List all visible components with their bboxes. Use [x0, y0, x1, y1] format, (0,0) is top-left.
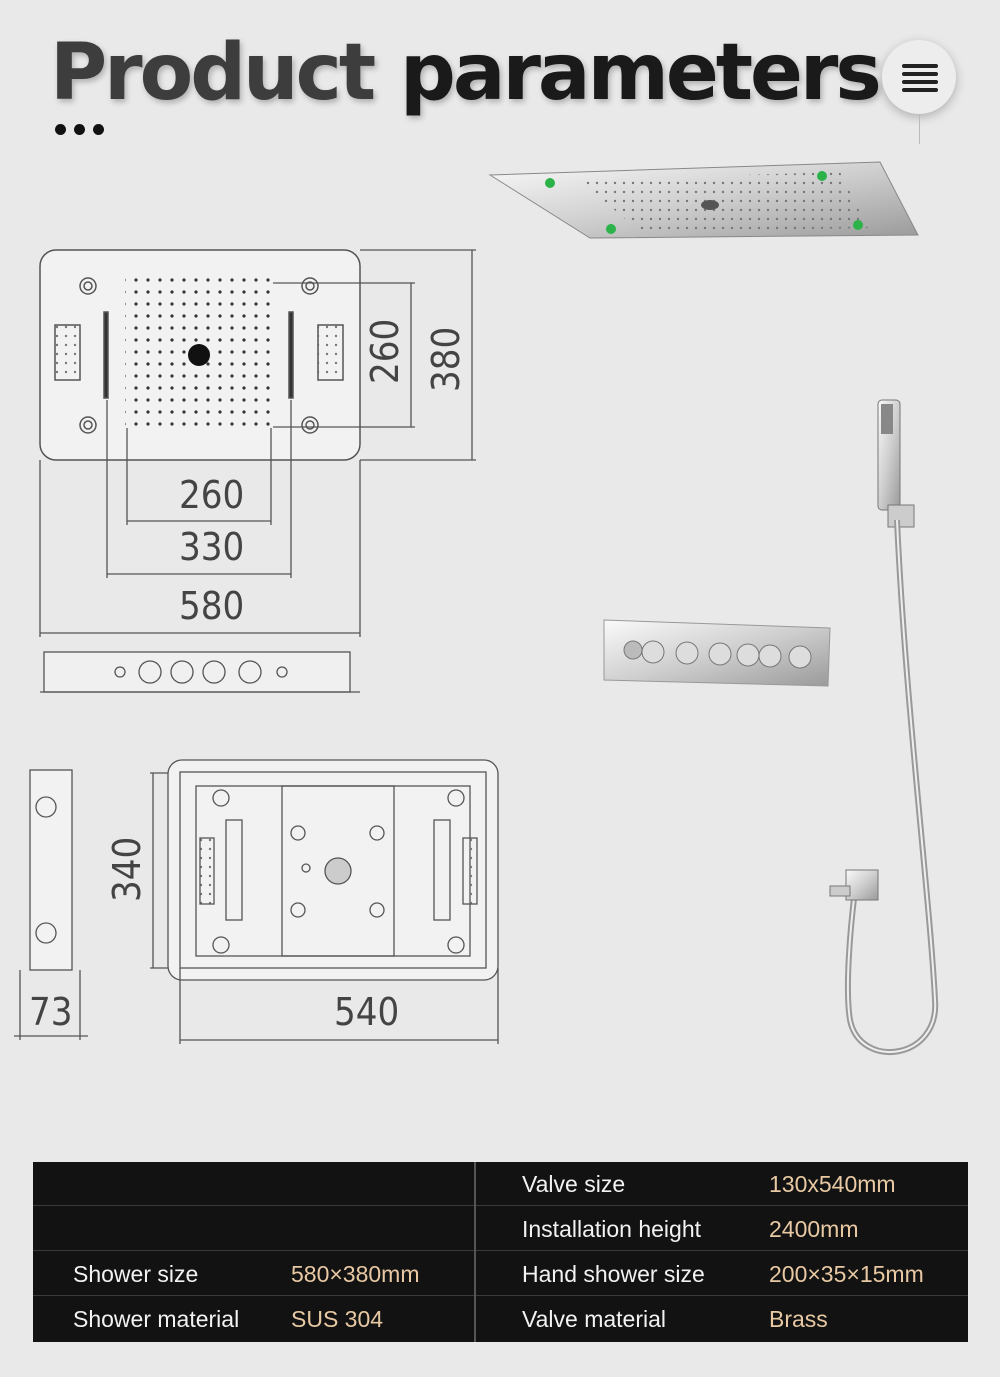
shower-side-profile	[40, 652, 360, 692]
shower-top-view	[40, 250, 360, 460]
dimension-label-330: 330	[179, 525, 245, 569]
spec-row	[33, 1297, 968, 1341]
spec-label-shower-size: Shower size	[73, 1261, 199, 1287]
spec-row	[33, 1207, 968, 1251]
spec-table	[33, 1162, 968, 1342]
hand-shower-photo	[830, 400, 935, 1052]
spec-label-valve-size: Valve size	[522, 1171, 626, 1197]
spec-value-shower-material: SUS 304	[291, 1306, 384, 1332]
dimension-label-260-horizontal: 260	[179, 473, 245, 517]
page-title-product: Product	[50, 28, 374, 118]
spec-value-hand-shower-size: 200×35×15mm	[769, 1261, 924, 1287]
dimension-label-540: 540	[334, 990, 400, 1034]
table-column-divider	[474, 1162, 476, 1342]
dimension-label-380: 380	[424, 326, 468, 392]
spec-label-shower-material: Shower material	[73, 1306, 240, 1332]
dimension-label-340: 340	[105, 836, 149, 902]
spec-value-installation-height: 2400mm	[769, 1216, 859, 1242]
dimension-label-260-vertical: 260	[363, 318, 407, 384]
spec-label-installation-height: Installation height	[522, 1216, 702, 1242]
shower-head-photo	[490, 162, 918, 238]
dimension-label-73: 73	[29, 990, 73, 1034]
spec-row	[33, 1252, 968, 1296]
spec-label-hand-shower-size: Hand shower size	[522, 1261, 705, 1287]
spec-label-valve-material: Valve material	[522, 1306, 667, 1332]
spec-value-valve-material: Brass	[769, 1306, 828, 1332]
dimension-label-580: 580	[179, 584, 245, 628]
spec-value-valve-size: 130x540mm	[769, 1171, 896, 1197]
spec-row	[33, 1162, 968, 1206]
thermostatic-valve-photo	[604, 620, 830, 686]
spec-value-shower-size: 580×380mm	[291, 1261, 420, 1287]
box-top-view	[150, 760, 498, 1044]
page-title-parameters: parameters	[400, 28, 879, 118]
